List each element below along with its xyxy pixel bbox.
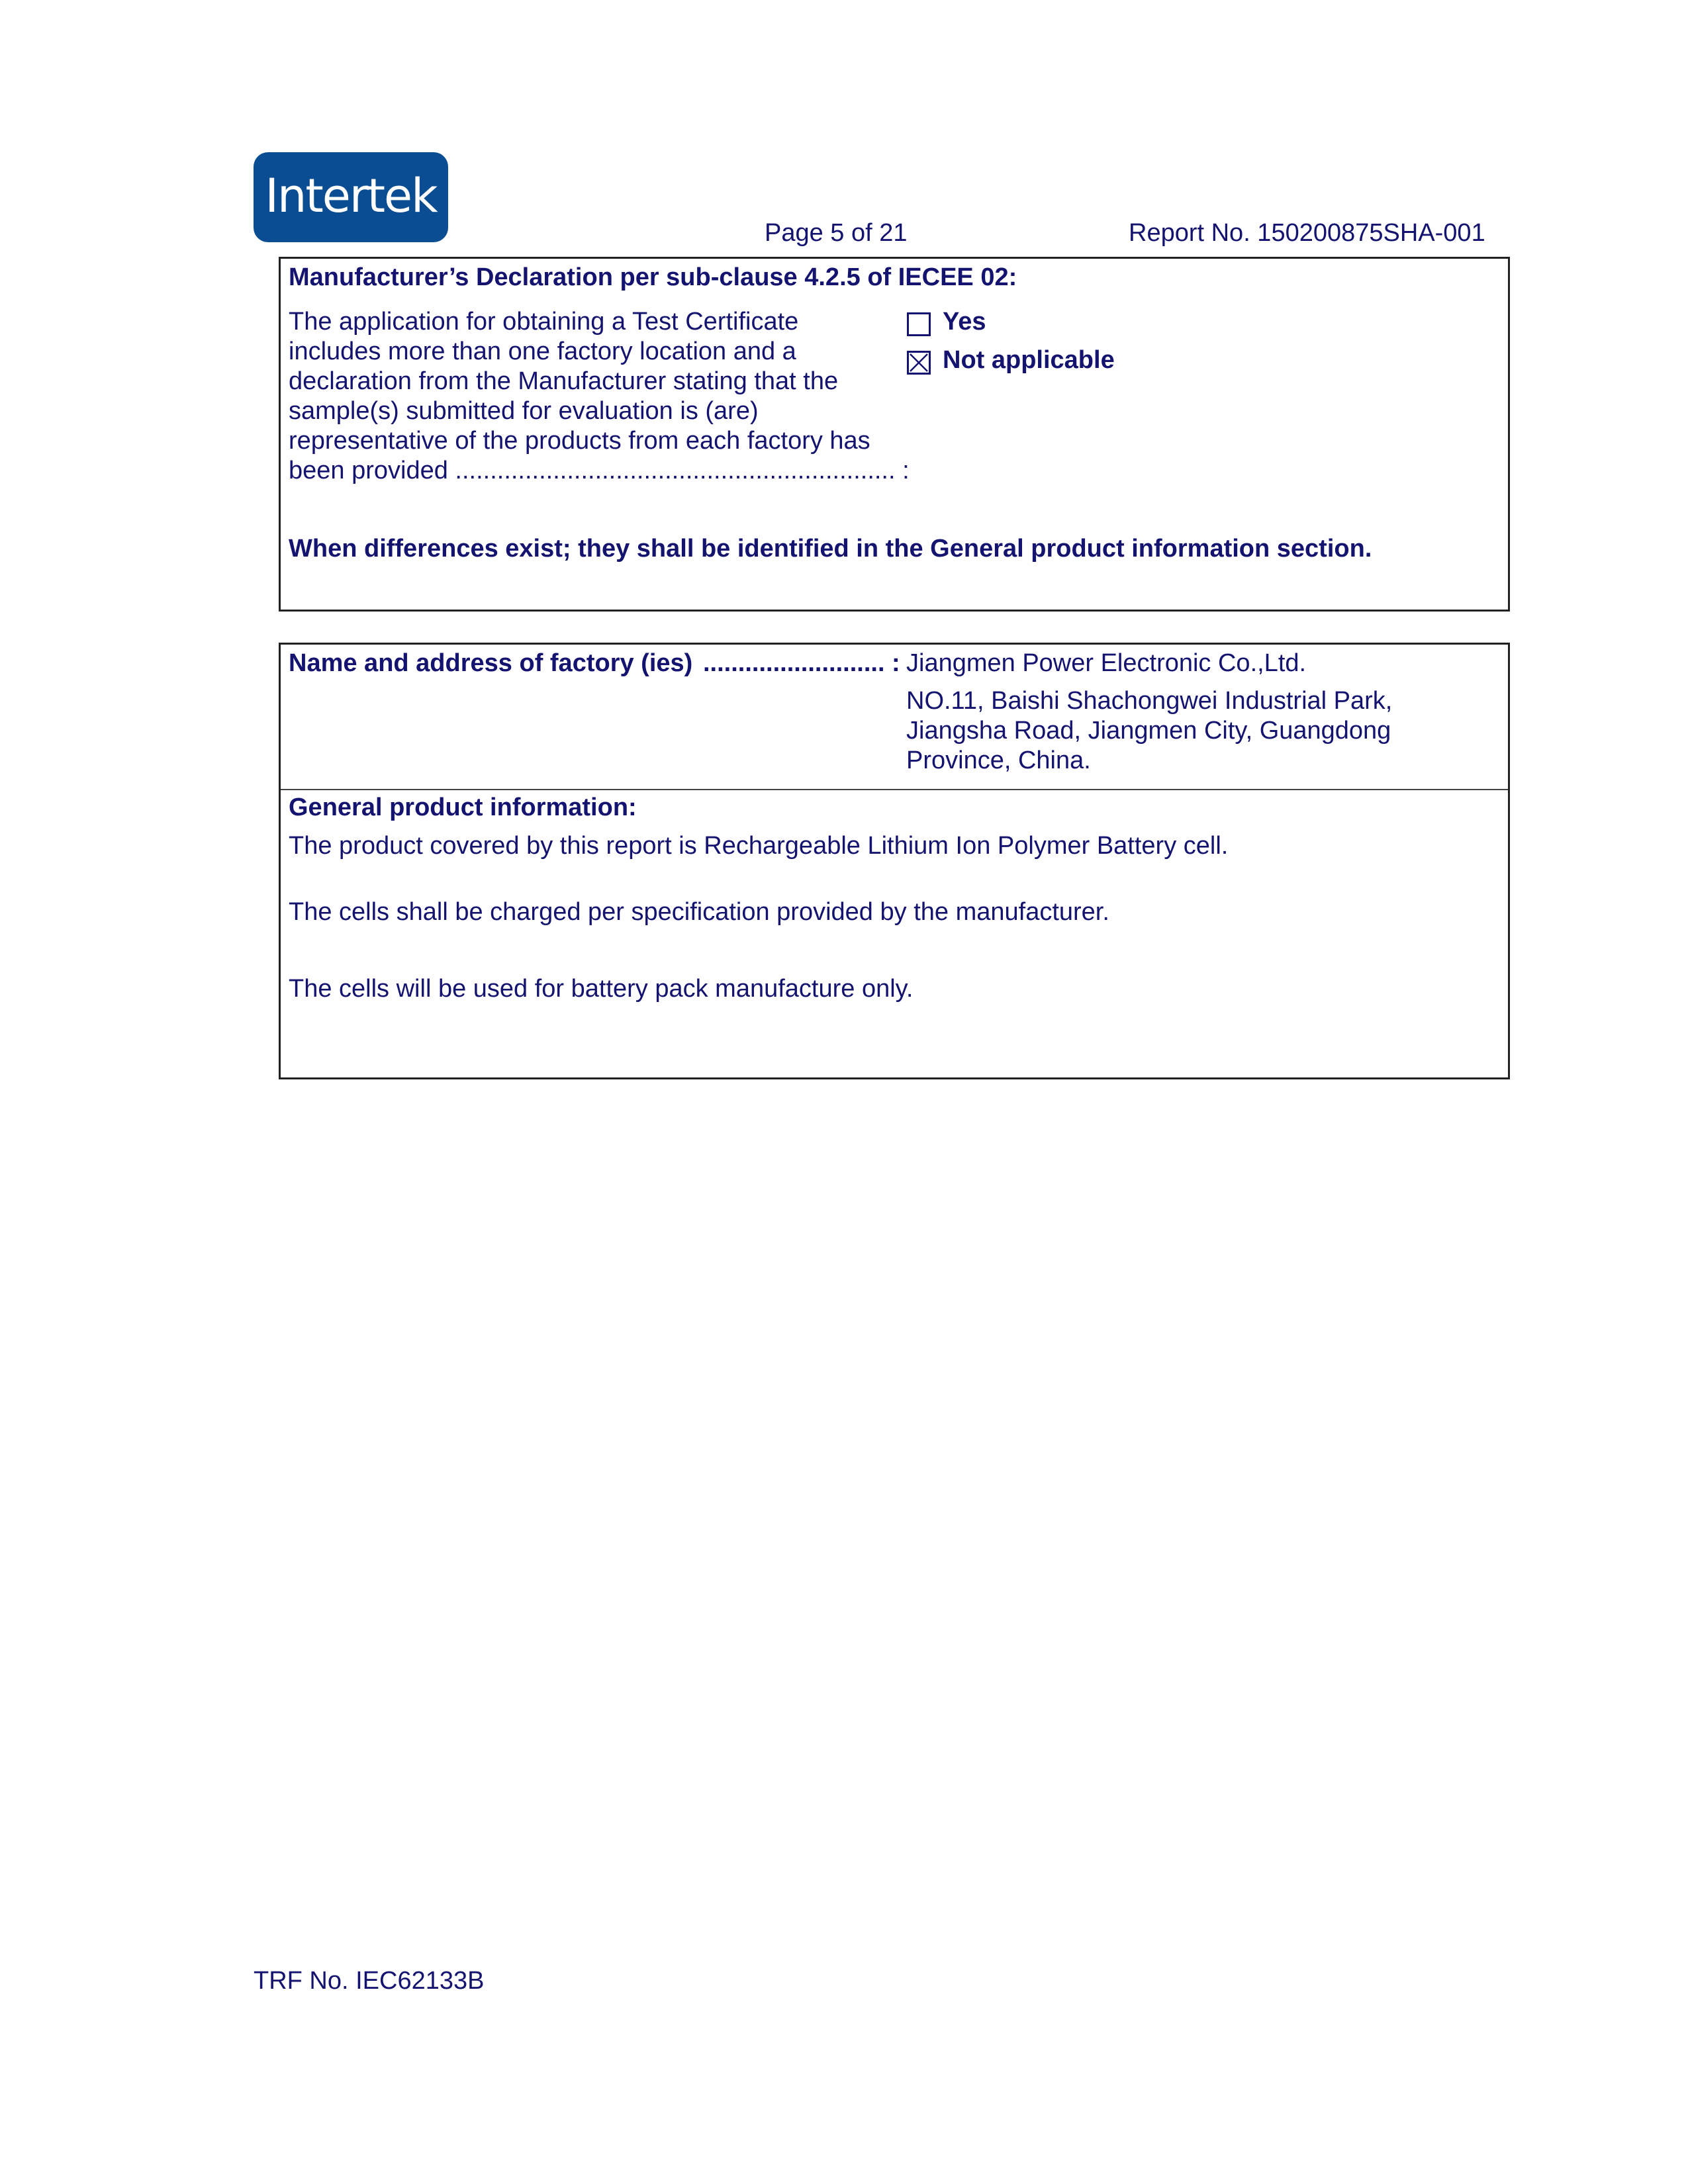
factory-leader: .......................... : — [703, 649, 900, 677]
declaration-question-line: The application for obtaining a Test Certificate — [289, 308, 799, 336]
factory-label: Name and address of factory (ies) — [289, 649, 693, 677]
factory-info-box — [279, 643, 1510, 1079]
section-divider — [281, 789, 1508, 790]
general-info-title: General product information: — [289, 794, 637, 821]
declaration-question-line: sample(s) submitted for evaluation is (are) — [289, 397, 759, 425]
trf-number: TRF No. IEC62133B — [254, 1967, 485, 1995]
not-applicable-label: Not applicable — [943, 346, 1115, 374]
general-info-paragraph: The product covered by this report is Rechargeable Lithium Ion Polymer Battery cell. — [289, 832, 1229, 860]
factory-address-line: NO.11, Baishi Shachongwei Industrial Park, — [906, 687, 1393, 715]
declaration-title: Manufacturer’s Declaration per sub-clause 4.2.5 of IECEE 02: — [289, 263, 1017, 291]
not-applicable-checkbox[interactable] — [907, 351, 931, 375]
yes-label: Yes — [943, 308, 986, 336]
factory-address-line: Jiangsha Road, Jiangmen City, Guangdong — [906, 717, 1391, 745]
declaration-question-line: been provided ............................................................... : — [289, 457, 910, 484]
general-info-paragraph: The cells shall be charged per specification provided by the manufacturer. — [289, 898, 1109, 926]
logo-text: Intertek — [265, 169, 437, 223]
report-number: Report No. 150200875SHA-001 — [1129, 219, 1485, 247]
checkbox-cross-icon — [909, 353, 929, 373]
general-info-paragraph: The cells will be used for battery pack manufacture only. — [289, 975, 914, 1003]
declaration-question-line: includes more than one factory location and a — [289, 338, 796, 365]
page-number: Page 5 of 21 — [765, 219, 908, 247]
declaration-box — [279, 257, 1510, 612]
yes-checkbox[interactable] — [907, 312, 931, 336]
declaration-question-line: declaration from the Manufacturer stating that the — [289, 367, 839, 395]
differences-note: When differences exist; they shall be identified in the General product information section. — [289, 535, 1372, 563]
factory-address-line: Province, China. — [906, 747, 1091, 774]
declaration-question-line: representative of the products from each factory has — [289, 427, 870, 455]
factory-name: Jiangmen Power Electronic Co.,Ltd. — [906, 649, 1307, 677]
intertek-logo — [254, 152, 448, 242]
